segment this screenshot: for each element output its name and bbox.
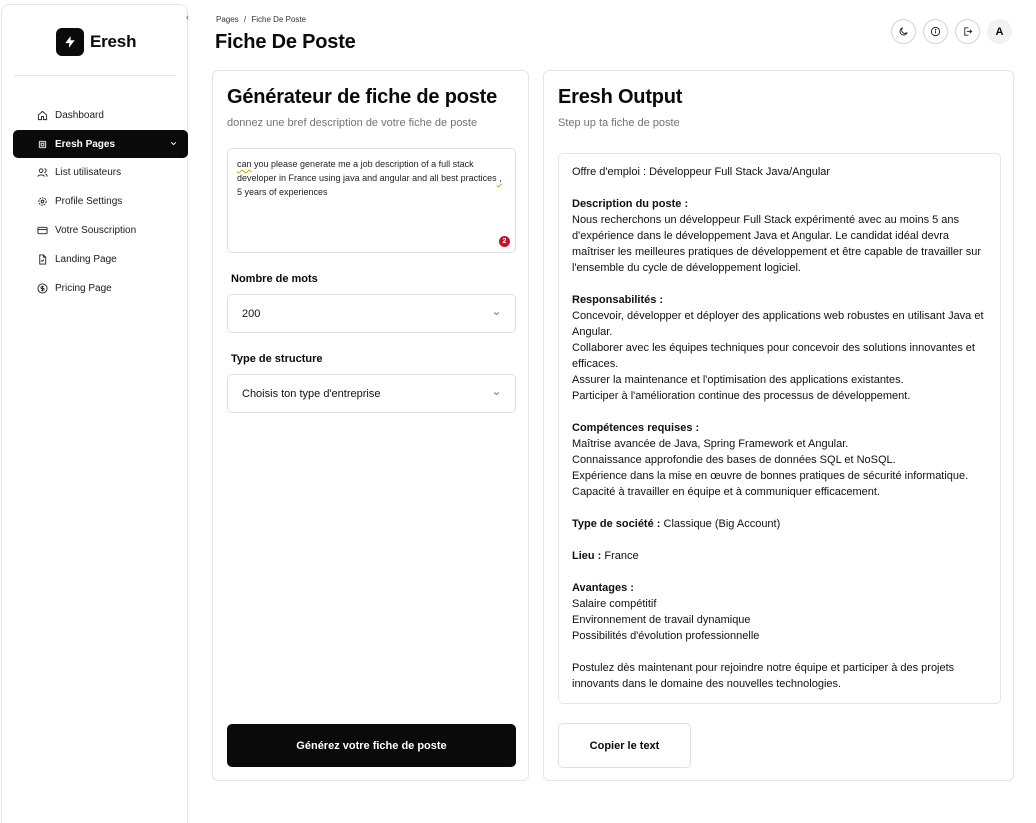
dollar-icon xyxy=(36,283,48,295)
credit-card-icon xyxy=(36,225,48,237)
bolt-icon xyxy=(56,28,84,56)
breadcrumb xyxy=(216,15,306,24)
responsibilities-section xyxy=(572,292,987,404)
info-button[interactable] xyxy=(923,19,948,44)
company-type-line xyxy=(572,516,987,532)
list-item: Participer à l'amélioration continue des processus de développement. xyxy=(572,390,911,402)
closing-text: Postulez dès maintenant pour rejoindre notre équipe et participer à des projets innovants dans le domaine des nouvelles technologies. xyxy=(572,662,955,690)
sidebar-item-label: Profile Settings xyxy=(55,196,123,207)
structure-label: Type de structure xyxy=(231,353,323,365)
copy-text-button[interactable]: Copier le text xyxy=(558,723,691,768)
list-item: Salaire compétitif xyxy=(572,598,657,610)
location-line xyxy=(572,548,987,564)
logout-button[interactable] xyxy=(955,19,980,44)
sidebar-item-profile-settings[interactable] xyxy=(13,187,188,216)
responsibilities-heading: Responsabilités : xyxy=(572,294,664,306)
generator-subtitle: donnez une bref description de votre fiche de poste xyxy=(227,117,478,129)
breadcrumb-current: Fiche De Poste xyxy=(251,15,307,24)
info-icon xyxy=(930,26,941,37)
cpu-icon xyxy=(36,138,48,150)
benefits-section xyxy=(572,580,987,644)
output-card xyxy=(543,70,1014,781)
list-item: Expérience dans la mise en œuvre de bonnes pratiques de sécurité informatique. xyxy=(572,470,969,482)
sidebar-item-label: Landing Page xyxy=(55,254,117,265)
sidebar-item-label: Dashboard xyxy=(55,110,104,121)
chevron-down-icon xyxy=(169,139,178,151)
spellcheck-word: , xyxy=(496,173,502,183)
grammar-issues-badge[interactable]: 2 xyxy=(499,236,510,247)
offer-line: Offre d'emploi : Développeur Full Stack Java/Angular xyxy=(572,166,831,178)
sidebar-item-subscription[interactable] xyxy=(13,216,188,245)
output-title: Eresh Output xyxy=(558,86,683,108)
list-item: Environnement de travail dynamique xyxy=(572,614,751,626)
avatar[interactable]: A xyxy=(987,19,1012,44)
sidebar-item-label: Eresh Pages xyxy=(55,138,116,150)
chevron-down-icon xyxy=(492,309,501,321)
sidebar xyxy=(1,4,188,823)
page-title: Fiche De Poste xyxy=(215,31,356,53)
words-select-value: 200 xyxy=(242,307,261,320)
users-icon xyxy=(36,167,48,179)
structure-select[interactable] xyxy=(227,374,516,413)
list-item: Collaborer avec les équipes techniques pour concevoir des solutions innovantes et efficaces. xyxy=(572,342,975,370)
generator-title: Générateur de fiche de poste xyxy=(227,86,498,108)
prompt-text: 5 years of experiences xyxy=(237,187,328,197)
theme-toggle-button[interactable] xyxy=(891,19,916,44)
sidebar-divider xyxy=(14,75,176,76)
list-item: Assurer la maintenance et l'optimisation des applications existantes. xyxy=(572,374,904,386)
top-actions xyxy=(891,19,1012,44)
words-label: Nombre de mots xyxy=(231,273,318,285)
description-section xyxy=(572,196,987,276)
skills-heading: Compétences requises : xyxy=(572,422,700,434)
benefits-heading: Avantages : xyxy=(572,582,634,594)
home-icon xyxy=(36,110,48,122)
moon-icon xyxy=(898,26,909,37)
breadcrumb-root[interactable]: Pages xyxy=(216,15,239,24)
gear-icon xyxy=(36,196,48,208)
app-logo[interactable] xyxy=(56,28,136,56)
skills-section xyxy=(572,420,987,500)
company-type-label: Type de société : xyxy=(572,518,661,530)
spellcheck-word: can xyxy=(237,159,252,169)
sidebar-item-label: List utilisateurs xyxy=(55,167,122,178)
description-heading: Description du poste : xyxy=(572,198,689,210)
sidebar-collapse-handle[interactable]: ‹ xyxy=(186,12,189,22)
output-subtitle: Step up ta fiche de poste xyxy=(558,117,680,129)
sidebar-item-pricing-page[interactable] xyxy=(13,274,188,303)
generate-button[interactable]: Générez votre fiche de poste xyxy=(227,724,516,767)
sidebar-nav xyxy=(13,101,188,303)
list-item: Maîtrise avancée de Java, Spring Framework et Angular. xyxy=(572,438,849,450)
list-item: Connaissance approfondie des bases de données SQL et NoSQL. xyxy=(572,454,896,466)
sidebar-item-landing-page[interactable] xyxy=(13,245,188,274)
sidebar-item-label: Pricing Page xyxy=(55,283,112,294)
output-text xyxy=(558,153,1001,704)
chevron-down-icon xyxy=(492,389,501,401)
structure-select-value: Choisis ton type d'entreprise xyxy=(242,387,381,400)
sidebar-item-eresh-pages[interactable] xyxy=(13,130,188,158)
breadcrumb-separator: / xyxy=(243,15,247,24)
words-select[interactable] xyxy=(227,294,516,333)
file-icon xyxy=(36,254,48,266)
prompt-text: you please generate me a job description of a full stack developer in France using java and angular and all best practices xyxy=(237,159,497,183)
company-type-value: Classique (Big Account) xyxy=(660,518,781,530)
sidebar-item-dashboard[interactable] xyxy=(13,101,188,130)
app-name: Eresh xyxy=(90,32,137,51)
sidebar-item-users[interactable] xyxy=(13,158,188,187)
logout-icon xyxy=(962,26,973,37)
description-textarea[interactable] xyxy=(227,148,516,253)
generator-card xyxy=(212,70,529,781)
list-item: Concevoir, développer et déployer des applications web robustes en utilisant Java et Angular. xyxy=(572,310,984,338)
description-text: Nous recherchons un développeur Full Stack expérimenté avec au moins 5 ans d'expérience dans le développement Java et Angular. Le candidat idéal devra maîtriser les meilleures pratiques de développement et être capable de travailler sur l'ensemble du cycle de développement logiciel. xyxy=(572,214,982,274)
location-value: France xyxy=(601,550,639,562)
list-item: Possibilités d'évolution professionnelle xyxy=(572,630,760,642)
list-item: Capacité à travailler en équipe et à communiquer efficacement. xyxy=(572,486,880,498)
location-label: Lieu : xyxy=(572,550,602,562)
sidebar-item-label: Votre Souscription xyxy=(55,225,137,236)
